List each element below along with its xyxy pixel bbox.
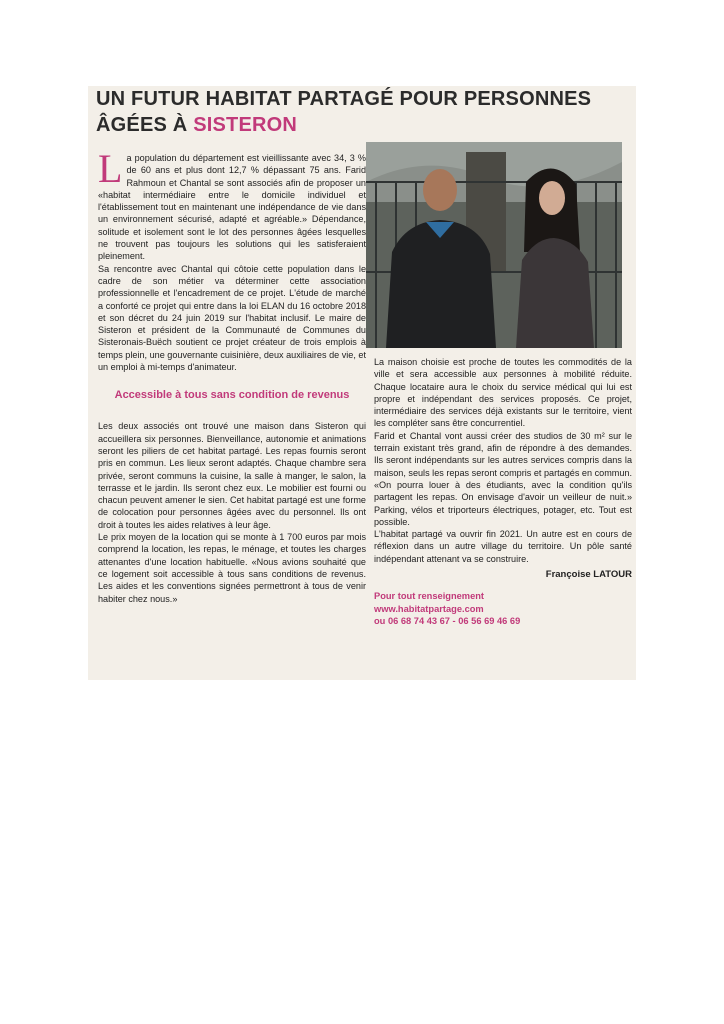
paragraph-3: Les deux associés ont trouvé une maison dans Sisteron qui accueillera six personnes. Bienveillance, autonomie et animations seront les piliers de cet habitat partagé. Les repas fournis seront pris en commun. Les lieux seront adaptés. Chaque chambre sera privée, seront communs la cuisine, la salle à manger, le salon, la terrasse et le jardin. Ils seront chez eux. Le mobilier est fourni ou chacun peuvent amener le sien. Cet habitat partagé est une forme de colocation pour personnes âgées avec du personnel. Ils ont droit à toutes les aides relatives à leur âge. bbox=[98, 421, 366, 530]
contact-phones: ou 06 68 74 43 67 - 06 56 69 46 69 bbox=[374, 616, 521, 626]
article-headline bbox=[96, 86, 636, 138]
author-signature: Françoise LATOUR bbox=[545, 569, 632, 581]
paragraph-6: Farid et Chantal vont aussi créer des studios de 30 m² sur le terrain existant très grand, afin de répondre à des demandes. Ils seront indépendants sur les autres services compris dans la maison, seuls les repas seront compris et partagés en commun. «On pourra louer à des étudiants, avec la condition qu'ils partagent les repas. On envisage d'avoir un veilleur de nuit.» Parking, vélos et triporteurs électriques, potager, etc. Tout est possible. bbox=[374, 430, 632, 527]
article-column-left bbox=[98, 146, 366, 605]
article-photo bbox=[366, 142, 622, 348]
contact-label: Pour tout renseignement bbox=[374, 591, 485, 601]
contact-block bbox=[374, 590, 632, 628]
drop-cap: L bbox=[98, 146, 123, 191]
paragraph-5: La maison choisie est proche de toutes les commodités de la ville et sera accessible aux personnes à mobilité réduite. Chaque locataire aura le choix du service médical qui lui est propre et indépendant des services proposés. Ce projet, intermédiaire des services déjà existants sur le territoire, vient les compléter sans être concurrentiel. bbox=[374, 357, 632, 429]
newspaper-clipping bbox=[88, 86, 636, 680]
contact-website: www.habitatpartage.com bbox=[374, 603, 484, 614]
headline-main: UN FUTUR HABITAT PARTAGÉ POUR PERSONNES ÂGÉES À bbox=[96, 88, 592, 136]
article-subheading: Accessible à tous sans condition de revenus bbox=[114, 389, 350, 402]
paragraph-7: L'habitat partagé va ouvrir fin 2021. Un autre est en cours de réflexion dans un autre village du territoire. Un pôle santé indépendant attenant va se construire. bbox=[374, 529, 632, 564]
article-column-right bbox=[374, 356, 632, 581]
paragraph-4: Le prix moyen de la location qui se monte à 1 700 euros par mois comprend la location, les repas, le ménage, et toutes les charges attenantes d'une location habituelle. «Nous avions souhaité que ce logement soit accessible à tous sans conditions de revenus. Les aides et les conventions signées permettront à tous de venir habiter chez nous.» bbox=[98, 532, 366, 604]
paragraph-intro: La population du département est vieillissante avec 34, 3 % de 60 ans et plus dont 12,7 % dépassant 75 ans. Farid Rahmoun et Chantal se sont associés afin de proposer un «habitat intermédiaire entre le domicile individuel et l'établissement tout en maintenant une indépendance de vie dans un environnement sécurisé, adapté et agréable.» Dépendance, solitude et isolement sont le lot des personnes âgées lesquelles ne trouvent pas toujours les solutions qui les satisferaient pleinement. bbox=[98, 146, 366, 262]
paragraph-2: Sa rencontre avec Chantal qui côtoie cette population dans le cadre de son métier va déterminer cette association professionnelle et l'encadrement de ce projet. L'étude de marché a conforté ce projet qui entre dans la loi ELAN du 16 octobre 2018 et son décret du 24 juin 2019 sur l'habitat inclusif. Le maire de Sisteron et président de la Communauté de Communes du Sisteronais-Buëch soutient ce projet créateur de trois emplois à temps plein, une gouvernante cuisinière, deux auxiliaires de vie, et un emploi à mi-temps d'animateur. bbox=[98, 263, 366, 373]
headline-highlight: SISTERON bbox=[193, 114, 298, 136]
